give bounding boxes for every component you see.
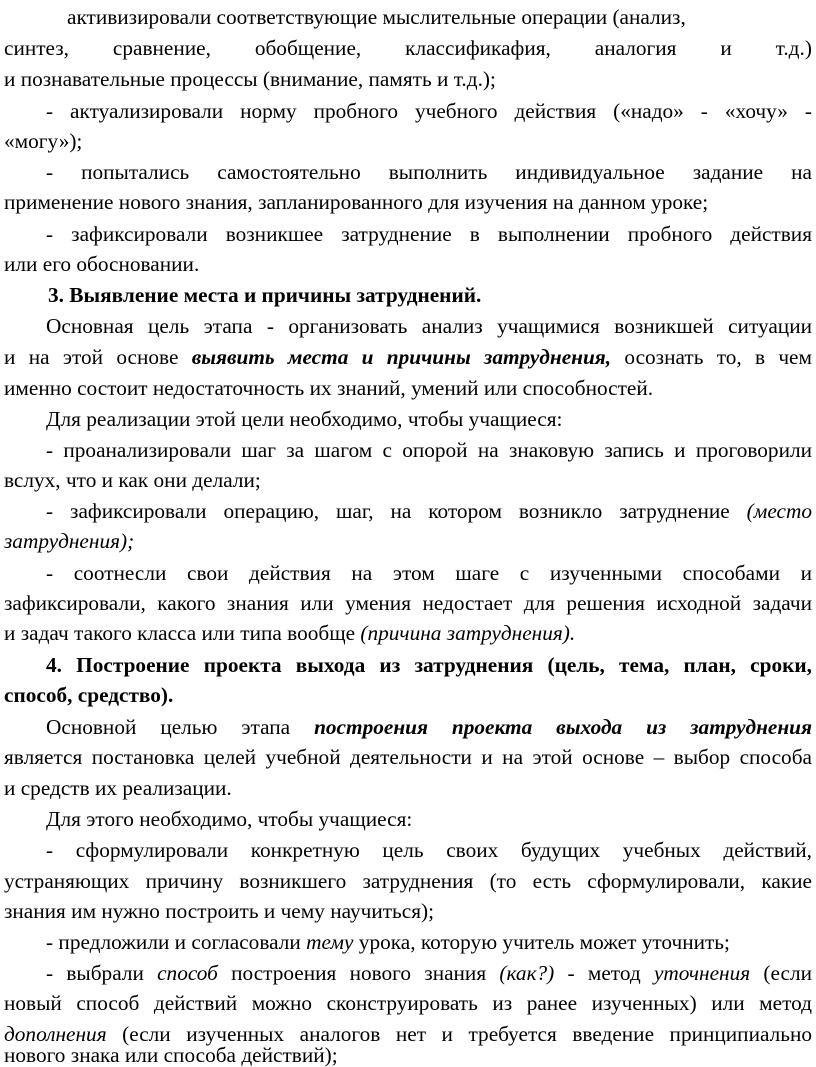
text-run: - выбрали (46, 961, 144, 985)
list-item-line (4, 98, 812, 125)
text-run: или его обосновании. (4, 252, 200, 276)
emphasis-text: (как?) (499, 961, 555, 985)
section-heading (4, 682, 812, 709)
text-run: зафиксировали, какого знания или умения недостает для решения исходной задачи (4, 591, 812, 615)
text-run: аналогия (594, 36, 677, 60)
list-item-line (4, 437, 812, 464)
list-item-line (4, 929, 812, 956)
text-run: - проанализировали шаг за шагом с опорой на знаковую запись и проговорили (46, 438, 812, 462)
text-run: новый способ действий можно сконструировать из ранее изученных) или метод (4, 991, 812, 1015)
emphasis-text: способ (157, 961, 218, 985)
text-line (4, 467, 812, 494)
text-run: 4. Построение проекта выхода из затруднения (цель, тема, план, сроки, (46, 653, 812, 677)
text-run: «могу»); (4, 129, 83, 153)
text-run: и (720, 36, 732, 60)
text-run: Для реализации этой цели необходимо, чтобы учащиеся: (46, 407, 563, 431)
list-item-line (4, 221, 812, 248)
list-item-line (4, 159, 812, 186)
text-run: - метод (567, 961, 641, 985)
text-run: - актуализировали норму пробного учебного действия («надо» - «хочу» - (46, 99, 812, 123)
text-run: - попытались самостоятельно выполнить индивидуальное задание на (46, 160, 812, 184)
text-line (4, 714, 812, 741)
text-run: применение нового знания, запланированного для изучения на данном уроке; (4, 190, 709, 214)
text-line (4, 251, 812, 278)
text-run: - зафиксировали операцию, шаг, на котором возникло затруднение (46, 499, 730, 523)
text-line (4, 990, 812, 1017)
emphasis-text: выявить места и причины затруднения, (191, 345, 612, 369)
text-run: вслух, что и как они делали; (4, 468, 261, 492)
text-run: осознать то, в чем (624, 345, 812, 369)
section-heading (4, 652, 812, 679)
list-item-line (4, 960, 812, 987)
text-run: сравнение, (112, 36, 211, 60)
text-line (4, 806, 812, 833)
text-run: (если изученных аналогов нет и требуется введение принципиально (122, 1022, 813, 1046)
text-run: устраняющих причину возникшего затруднения (то есть сформулировали, какие (4, 869, 812, 893)
text-run: синтез, (4, 36, 70, 60)
text-line (4, 35, 812, 62)
emphasis-text: (место (746, 499, 812, 523)
text-run: и познавательные процессы (внимание, память и т.д.); (4, 67, 496, 91)
text-run: Основная цель этапа - организовать анализ учащимися возникшей ситуации (46, 314, 812, 338)
text-line (4, 528, 812, 555)
text-line (4, 344, 812, 371)
text-run: нового знака или способа действий); (4, 1043, 338, 1067)
text-run: - зафиксировали возникшее затруднение в выполнении пробного действия (46, 222, 812, 246)
text-line (4, 66, 812, 93)
text-run: - соотнесли свои действия на этом шаге с изученными способами и (46, 561, 812, 585)
text-run: 3. Выявление места и причины затруднений. (48, 283, 482, 307)
text-run: именно состоит недостаточность их знаний, умений или способностей. (4, 376, 654, 400)
section-heading (4, 282, 812, 309)
text-run: активизировали соответствующие мыслительные операции (анализ, (67, 5, 686, 29)
text-line (4, 775, 812, 802)
text-run: знания им нужно построить и чему научиться); (4, 899, 434, 923)
list-item-line (4, 560, 812, 587)
text-line (4, 128, 812, 155)
text-line (4, 406, 812, 433)
text-run: урока, которую учитель может уточнить; (358, 930, 730, 954)
text-line (4, 590, 812, 617)
text-line (4, 313, 812, 340)
text-run: обобщение, (254, 36, 362, 60)
text-line (4, 898, 812, 925)
text-run: Для этого необходимо, чтобы учащиеся: (46, 807, 413, 831)
text-run: способ, средство). (4, 683, 174, 707)
text-run: (если (763, 961, 812, 985)
text-run: построения нового знания (231, 961, 487, 985)
emphasis-text: (причина затруднения). (360, 621, 576, 645)
text-run: и средств их реализации. (4, 776, 232, 800)
text-run: является постановка целей учебной деятельности и на этой основе – выбор способа (4, 745, 812, 769)
emphasis-text: построения проекта выхода из затруднения (314, 715, 812, 739)
list-item-line (4, 498, 812, 525)
emphasis-text: тему (306, 930, 354, 954)
text-run: т.д.) (775, 36, 812, 60)
text-line (4, 1044, 812, 1066)
emphasis-text: дополнения (4, 1022, 107, 1046)
text-line (4, 744, 812, 771)
text-run: - сформулировали конкретную цель своих будущих учебных действий, (46, 838, 812, 862)
text-line (4, 620, 812, 647)
emphasis-text: уточнения (653, 961, 751, 985)
text-run: и на этой основе (4, 345, 179, 369)
text-run: классификафия, (405, 36, 551, 60)
text-line (4, 4, 812, 31)
text-line (4, 189, 812, 216)
text-run: Основной целью этапа (46, 715, 291, 739)
text-run: и задач такого класса или типа вообще (4, 621, 356, 645)
list-item-line (4, 837, 812, 864)
text-line (4, 375, 812, 402)
emphasis-text: затруднения); (4, 529, 135, 553)
text-run: - предложили и согласовали (46, 930, 301, 954)
text-line (4, 868, 812, 895)
